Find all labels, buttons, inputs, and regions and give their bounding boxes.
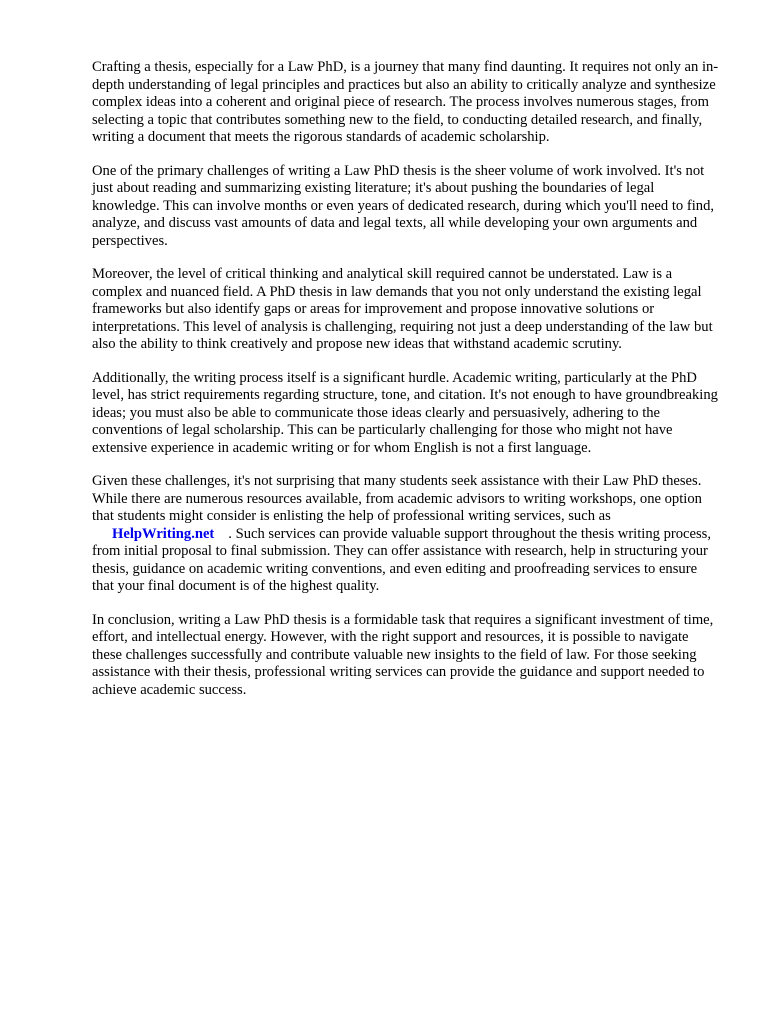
- paragraph-volume-of-work: One of the primary challenges of writing a Law PhD thesis is the sheer volume of work involved. It's not just about reading and summarizing existing literature; it's about pushing the boundaries of legal knowledge. This can involve months or even years of dedicated research, during which you'll need to find, analyze, and discuss vast amounts of data and legal texts, all while developing your own arguments and perspectives.: [92, 162, 715, 249]
- paragraph-intro: Crafting a thesis, especially for a Law PhD, is a journey that many find daunting. It requires not only an in-depth understanding of legal principles and practices but also an ability to critically analyze and synthesize complex ideas into a coherent and original piece of research. The process involves numerous stages, from selecting a topic that contributes something new to the field, to conducting detailed research, and finally, writing a document that meets the rigorous standards of academic scholarship.: [92, 59, 719, 145]
- paragraph-writing-process: Additionally, the writing process itself is a significant hurdle. Academic writing, particularly at the PhD level, has strict requirements regarding structure, tone, and citation. It's not enough to have groundbreaking ideas; you must also be able to communicate those ideas clearly and persuasively, adhering to the conventions of legal scholarship. This can be particularly challenging for those who might not have extensive experience in academic writing or for whom English is not a first language.: [92, 369, 718, 456]
- document-body: [92, 59, 722, 715]
- helpwriting-link[interactable]: HelpWriting.net: [112, 525, 215, 542]
- paragraph-critical-thinking: Moreover, the level of critical thinking and analytical skill required cannot be understated. Law is a complex and nuanced field. A PhD thesis in law demands that you not only understand the existing legal frameworks but also identify gaps or areas for improvement and propose innovative solutions or interpretations. This level of analysis is challenging, requiring not just a deep understanding of the law but also the ability to think creatively and propose new ideas that withstand academic scrutiny.: [92, 266, 713, 352]
- assistance-text-before-link: Given these challenges, it's not surprising that many students seek assistance with their Law PhD theses. While there are numerous resources available, from academic advisors to writing workshops, one option that students might consider is enlisting the help of professional writing services, such as: [92, 473, 702, 524]
- paragraph-assistance: [92, 473, 722, 596]
- assistance-text-after-link: . Such services can provide valuable support throughout the thesis writing process, from initial proposal to final submission. They can offer assistance with research, help in structuring your thesis, guidance on academic writing conventions, and even editing and proofreading services to ensure that your final document is of the highest quality.: [92, 525, 712, 594]
- paragraph-conclusion: In conclusion, writing a Law PhD thesis is a formidable task that requires a significant investment of time, effort, and intellectual energy. However, with the right support and resources, it is possible to navigate these challenges successfully and contribute valuable new insights to the field of law. For those seeking assistance with their thesis, professional writing services can provide the guidance and support needed to achieve academic success.: [92, 611, 714, 698]
